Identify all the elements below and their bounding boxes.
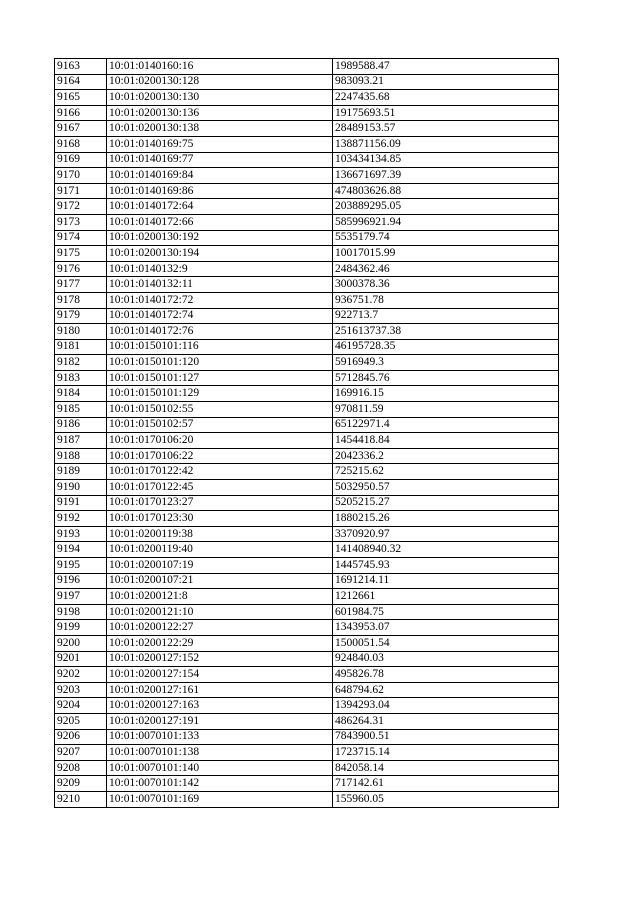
- row-number-cell: 9171: [55, 183, 107, 199]
- value-cell: 495826.78: [333, 667, 559, 683]
- row-number-cell: 9209: [55, 776, 107, 792]
- value-cell: 2042336.2: [333, 448, 559, 464]
- table-row: [55, 511, 559, 527]
- table-row: [55, 620, 559, 636]
- cadastral-number-cell: 10:01:0200130:138: [107, 121, 333, 137]
- cadastral-number-cell: 10:01:0200130:128: [107, 74, 333, 90]
- value-cell: 5535179.74: [333, 230, 559, 246]
- table-row: [55, 355, 559, 371]
- table-row: [55, 74, 559, 90]
- cadastral-number-cell: 10:01:0200130:192: [107, 230, 333, 246]
- cadastral-number-cell: 10:01:0150102:55: [107, 402, 333, 418]
- row-number-cell: 9181: [55, 339, 107, 355]
- value-cell: 936751.78: [333, 292, 559, 308]
- cadastral-number-cell: 10:01:0200130:194: [107, 246, 333, 262]
- table-row: [55, 339, 559, 355]
- value-cell: 922713.7: [333, 308, 559, 324]
- value-cell: 2484362.46: [333, 261, 559, 277]
- row-number-cell: 9195: [55, 558, 107, 574]
- table-row: [55, 59, 559, 75]
- value-cell: 648794.62: [333, 682, 559, 698]
- table-row: [55, 90, 559, 106]
- table-row: [55, 230, 559, 246]
- value-cell: 1212661: [333, 589, 559, 605]
- row-number-cell: 9189: [55, 464, 107, 480]
- row-number-cell: 9164: [55, 74, 107, 90]
- value-cell: 1880215.26: [333, 511, 559, 527]
- cadastral-number-cell: 10:01:0140132:9: [107, 261, 333, 277]
- table-row: [55, 277, 559, 293]
- value-cell: 136671697.39: [333, 168, 559, 184]
- cadastral-number-cell: 10:01:0070101:140: [107, 760, 333, 776]
- table-row: [55, 635, 559, 651]
- row-number-cell: 9182: [55, 355, 107, 371]
- table-row: [55, 667, 559, 683]
- cadastral-number-cell: 10:01:0170122:42: [107, 464, 333, 480]
- value-cell: 5916949.3: [333, 355, 559, 371]
- table-row: [55, 713, 559, 729]
- cadastral-number-cell: 10:01:0200130:136: [107, 105, 333, 121]
- row-number-cell: 9191: [55, 495, 107, 511]
- row-number-cell: 9198: [55, 604, 107, 620]
- row-number-cell: 9204: [55, 698, 107, 714]
- row-number-cell: 9210: [55, 791, 107, 807]
- row-number-cell: 9172: [55, 199, 107, 215]
- cadastral-number-cell: 10:01:0070101:138: [107, 745, 333, 761]
- row-number-cell: 9163: [55, 59, 107, 75]
- row-number-cell: 9170: [55, 168, 107, 184]
- row-number-cell: 9166: [55, 105, 107, 121]
- cadastral-number-cell: 10:01:0200119:38: [107, 526, 333, 542]
- value-cell: 2247435.68: [333, 90, 559, 106]
- row-number-cell: 9192: [55, 511, 107, 527]
- value-cell: 983093.21: [333, 74, 559, 90]
- cadastral-number-cell: 10:01:0140172:76: [107, 324, 333, 340]
- table-row: [55, 604, 559, 620]
- cadastral-number-cell: 10:01:0200127:191: [107, 713, 333, 729]
- cadastral-number-cell: 10:01:0200127:152: [107, 651, 333, 667]
- table-row: [55, 121, 559, 137]
- value-cell: 3370920.97: [333, 526, 559, 542]
- row-number-cell: 9199: [55, 620, 107, 636]
- value-cell: 7843900.51: [333, 729, 559, 745]
- value-cell: 601984.75: [333, 604, 559, 620]
- table-row: [55, 214, 559, 230]
- value-cell: 10017015.99: [333, 246, 559, 262]
- cadastral-number-cell: 10:01:0200122:29: [107, 635, 333, 651]
- table-row: [55, 386, 559, 402]
- value-cell: 486264.31: [333, 713, 559, 729]
- cadastral-number-cell: 10:01:0140172:74: [107, 308, 333, 324]
- row-number-cell: 9197: [55, 589, 107, 605]
- cadastral-number-cell: 10:01:0170106:20: [107, 433, 333, 449]
- value-cell: 103434134.85: [333, 152, 559, 168]
- value-cell: 251613737.38: [333, 324, 559, 340]
- row-number-cell: 9207: [55, 745, 107, 761]
- row-number-cell: 9188: [55, 448, 107, 464]
- row-number-cell: 9167: [55, 121, 107, 137]
- value-cell: 585996921.94: [333, 214, 559, 230]
- cadastral-number-cell: 10:01:0150101:120: [107, 355, 333, 371]
- cadastral-number-cell: 10:01:0200130:130: [107, 90, 333, 106]
- row-number-cell: 9186: [55, 417, 107, 433]
- table-row: [55, 745, 559, 761]
- row-number-cell: 9177: [55, 277, 107, 293]
- cadastral-number-cell: 10:01:0140172:64: [107, 199, 333, 215]
- value-cell: 46195728.35: [333, 339, 559, 355]
- cadastral-number-cell: 10:01:0140172:66: [107, 214, 333, 230]
- table-row: [55, 558, 559, 574]
- cadastral-number-cell: 10:01:0140132:11: [107, 277, 333, 293]
- table-row: [55, 402, 559, 418]
- row-number-cell: 9196: [55, 573, 107, 589]
- table-row: [55, 495, 559, 511]
- data-table: [54, 58, 559, 808]
- table-row: [55, 760, 559, 776]
- value-cell: 141408940.32: [333, 542, 559, 558]
- row-number-cell: 9205: [55, 713, 107, 729]
- value-cell: 203889295.05: [333, 199, 559, 215]
- cadastral-number-cell: 10:01:0200107:19: [107, 558, 333, 574]
- table-row: [55, 651, 559, 667]
- table-row: [55, 776, 559, 792]
- row-number-cell: 9179: [55, 308, 107, 324]
- value-cell: 65122971.4: [333, 417, 559, 433]
- table-row: [55, 183, 559, 199]
- row-number-cell: 9168: [55, 136, 107, 152]
- value-cell: 924840.03: [333, 651, 559, 667]
- table-row: [55, 464, 559, 480]
- value-cell: 169916.15: [333, 386, 559, 402]
- row-number-cell: 9165: [55, 90, 107, 106]
- value-cell: 1445745.93: [333, 558, 559, 574]
- value-cell: 717142.61: [333, 776, 559, 792]
- cadastral-number-cell: 10:01:0200119:40: [107, 542, 333, 558]
- value-cell: 1691214.11: [333, 573, 559, 589]
- table-row: [55, 791, 559, 807]
- value-cell: 1500051.54: [333, 635, 559, 651]
- cadastral-number-cell: 10:01:0140169:86: [107, 183, 333, 199]
- table-row: [55, 246, 559, 262]
- table-row: [55, 542, 559, 558]
- cadastral-number-cell: 10:01:0170123:27: [107, 495, 333, 511]
- table-row: [55, 261, 559, 277]
- table-row: [55, 308, 559, 324]
- row-number-cell: 9184: [55, 386, 107, 402]
- value-cell: 1394293.04: [333, 698, 559, 714]
- cadastral-number-cell: 10:01:0140160:16: [107, 59, 333, 75]
- cadastral-number-cell: 10:01:0140169:75: [107, 136, 333, 152]
- cadastral-number-cell: 10:01:0150101:116: [107, 339, 333, 355]
- row-number-cell: 9173: [55, 214, 107, 230]
- cadastral-number-cell: 10:01:0150101:127: [107, 370, 333, 386]
- value-cell: 842058.14: [333, 760, 559, 776]
- table-row: [55, 589, 559, 605]
- cadastral-number-cell: 10:01:0070101:133: [107, 729, 333, 745]
- cadastral-number-cell: 10:01:0070101:142: [107, 776, 333, 792]
- cadastral-number-cell: 10:01:0150102:57: [107, 417, 333, 433]
- cadastral-number-cell: 10:01:0070101:169: [107, 791, 333, 807]
- cadastral-number-cell: 10:01:0170106:22: [107, 448, 333, 464]
- row-number-cell: 9193: [55, 526, 107, 542]
- value-cell: 725215.62: [333, 464, 559, 480]
- cadastral-number-cell: 10:01:0140169:84: [107, 168, 333, 184]
- row-number-cell: 9178: [55, 292, 107, 308]
- cadastral-number-cell: 10:01:0200127:161: [107, 682, 333, 698]
- row-number-cell: 9201: [55, 651, 107, 667]
- row-number-cell: 9187: [55, 433, 107, 449]
- value-cell: 1343953.07: [333, 620, 559, 636]
- table-row: [55, 324, 559, 340]
- value-cell: 1454418.84: [333, 433, 559, 449]
- table-row: [55, 729, 559, 745]
- row-number-cell: 9169: [55, 152, 107, 168]
- value-cell: 155960.05: [333, 791, 559, 807]
- value-cell: 1723715.14: [333, 745, 559, 761]
- table-row: [55, 433, 559, 449]
- row-number-cell: 9206: [55, 729, 107, 745]
- cadastral-number-cell: 10:01:0200122:27: [107, 620, 333, 636]
- table-row: [55, 573, 559, 589]
- table-row: [55, 698, 559, 714]
- table-row: [55, 152, 559, 168]
- table-row: [55, 168, 559, 184]
- table-row: [55, 199, 559, 215]
- cadastral-number-cell: 10:01:0200127:154: [107, 667, 333, 683]
- row-number-cell: 9194: [55, 542, 107, 558]
- value-cell: 1989588.47: [333, 59, 559, 75]
- table-row: [55, 682, 559, 698]
- row-number-cell: 9183: [55, 370, 107, 386]
- value-cell: 28489153.57: [333, 121, 559, 137]
- row-number-cell: 9203: [55, 682, 107, 698]
- table-row: [55, 370, 559, 386]
- table-row: [55, 526, 559, 542]
- value-cell: 138871156.09: [333, 136, 559, 152]
- row-number-cell: 9175: [55, 246, 107, 262]
- row-number-cell: 9202: [55, 667, 107, 683]
- cadastral-number-cell: 10:01:0140169:77: [107, 152, 333, 168]
- cadastral-number-cell: 10:01:0200107:21: [107, 573, 333, 589]
- table-row: [55, 417, 559, 433]
- row-number-cell: 9185: [55, 402, 107, 418]
- cadastral-number-cell: 10:01:0170123:30: [107, 511, 333, 527]
- cadastral-number-cell: 10:01:0170122:45: [107, 480, 333, 496]
- cadastral-number-cell: 10:01:0140172:72: [107, 292, 333, 308]
- row-number-cell: 9200: [55, 635, 107, 651]
- value-cell: 970811.59: [333, 402, 559, 418]
- value-cell: 3000378.36: [333, 277, 559, 293]
- cadastral-number-cell: 10:01:0200121:8: [107, 589, 333, 605]
- value-cell: 5032950.57: [333, 480, 559, 496]
- row-number-cell: 9176: [55, 261, 107, 277]
- cadastral-number-cell: 10:01:0150101:129: [107, 386, 333, 402]
- table-row: [55, 105, 559, 121]
- cadastral-number-cell: 10:01:0200121:10: [107, 604, 333, 620]
- value-cell: 19175693.51: [333, 105, 559, 121]
- value-cell: 5712845.76: [333, 370, 559, 386]
- table-body: [55, 59, 559, 808]
- table-row: [55, 292, 559, 308]
- cadastral-number-cell: 10:01:0200127:163: [107, 698, 333, 714]
- value-cell: 474803626.88: [333, 183, 559, 199]
- row-number-cell: 9190: [55, 480, 107, 496]
- table-row: [55, 480, 559, 496]
- value-cell: 5205215.27: [333, 495, 559, 511]
- row-number-cell: 9180: [55, 324, 107, 340]
- table-row: [55, 448, 559, 464]
- row-number-cell: 9174: [55, 230, 107, 246]
- row-number-cell: 9208: [55, 760, 107, 776]
- table-row: [55, 136, 559, 152]
